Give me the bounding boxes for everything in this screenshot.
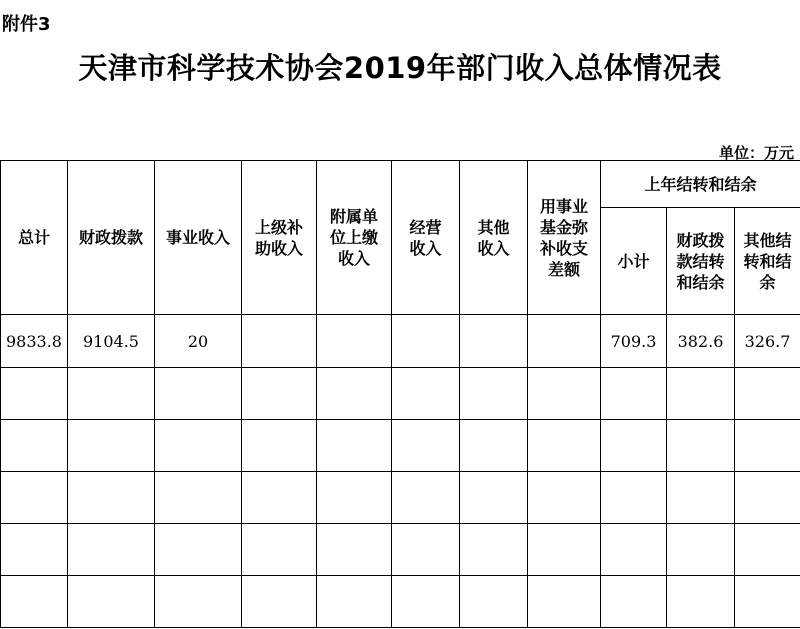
cell: 20 — [155, 315, 242, 368]
cell — [667, 472, 735, 524]
cell — [68, 472, 155, 524]
cell — [528, 472, 601, 524]
cell — [667, 524, 735, 576]
cell — [735, 472, 800, 524]
cell — [155, 576, 242, 628]
cell — [392, 524, 460, 576]
cell — [460, 524, 528, 576]
cell: 9104.5 — [68, 315, 155, 368]
cell — [68, 420, 155, 472]
table-row — [1, 420, 800, 472]
cell — [317, 420, 392, 472]
cell — [1, 524, 68, 576]
cell — [1, 576, 68, 628]
cell — [528, 524, 601, 576]
cell — [460, 368, 528, 420]
table-row — [1, 472, 800, 524]
cell — [317, 524, 392, 576]
cell — [317, 576, 392, 628]
header-carryover-group: 上年结转和结余 — [601, 161, 800, 208]
header-total: 总计 — [1, 161, 68, 315]
table-row — [1, 524, 800, 576]
header-business-income: 事业收入 — [155, 161, 242, 315]
cell — [735, 524, 800, 576]
cell — [392, 472, 460, 524]
cell — [601, 524, 667, 576]
table-body — [1, 315, 800, 628]
cell — [317, 315, 392, 368]
table-row — [1, 576, 800, 628]
cell — [528, 420, 601, 472]
cell — [460, 472, 528, 524]
cell — [392, 576, 460, 628]
cell — [1, 472, 68, 524]
header-operating-income: 经营 收入 — [392, 161, 460, 315]
cell — [317, 368, 392, 420]
cell: 382.6 — [667, 315, 735, 368]
cell — [735, 420, 800, 472]
cell — [667, 420, 735, 472]
attachment-label: 附件3 — [2, 14, 51, 35]
cell — [601, 472, 667, 524]
cell — [460, 576, 528, 628]
cell: 9833.8 — [1, 315, 68, 368]
header-fiscal-allocation: 财政拨款 — [68, 161, 155, 315]
cell: 709.3 — [601, 315, 667, 368]
table-row — [1, 315, 800, 368]
cell — [242, 524, 317, 576]
table-row — [1, 368, 800, 420]
cell — [68, 576, 155, 628]
cell — [242, 576, 317, 628]
cell — [392, 315, 460, 368]
cell — [155, 472, 242, 524]
cell — [460, 315, 528, 368]
cell — [735, 368, 800, 420]
cell — [242, 472, 317, 524]
cell — [1, 420, 68, 472]
cell — [528, 576, 601, 628]
page-title: 天津市科学技术协会2019年部门收入总体情况表 — [78, 51, 722, 85]
cell — [667, 576, 735, 628]
cell — [155, 368, 242, 420]
cell — [528, 315, 601, 368]
cell — [68, 524, 155, 576]
cell — [460, 420, 528, 472]
header-subtotal: 小计 — [601, 208, 667, 315]
cell — [242, 420, 317, 472]
cell — [392, 368, 460, 420]
cell — [601, 368, 667, 420]
header-other-carryover: 其他结 转和结 余 — [735, 208, 800, 315]
income-table — [0, 160, 800, 628]
cell — [1, 368, 68, 420]
cell — [667, 368, 735, 420]
cell — [68, 368, 155, 420]
cell — [242, 368, 317, 420]
unit-label: 单位：万元 — [718, 144, 794, 162]
cell — [242, 315, 317, 368]
cell — [735, 576, 800, 628]
cell — [155, 420, 242, 472]
cell — [601, 576, 667, 628]
cell — [601, 420, 667, 472]
cell: 326.7 — [735, 315, 800, 368]
header-fiscal-carryover: 财政拨 款结转 和结余 — [667, 208, 735, 315]
cell — [155, 524, 242, 576]
header-fund-offset: 用事业 基金弥 补收支 差额 — [528, 161, 601, 315]
cell — [317, 472, 392, 524]
header-affiliated-unit: 附属单 位上缴 收入 — [317, 161, 392, 315]
header-other-income: 其他 收入 — [460, 161, 528, 315]
header-superior-subsidy: 上级补 助收入 — [242, 161, 317, 315]
cell — [392, 420, 460, 472]
cell — [528, 368, 601, 420]
